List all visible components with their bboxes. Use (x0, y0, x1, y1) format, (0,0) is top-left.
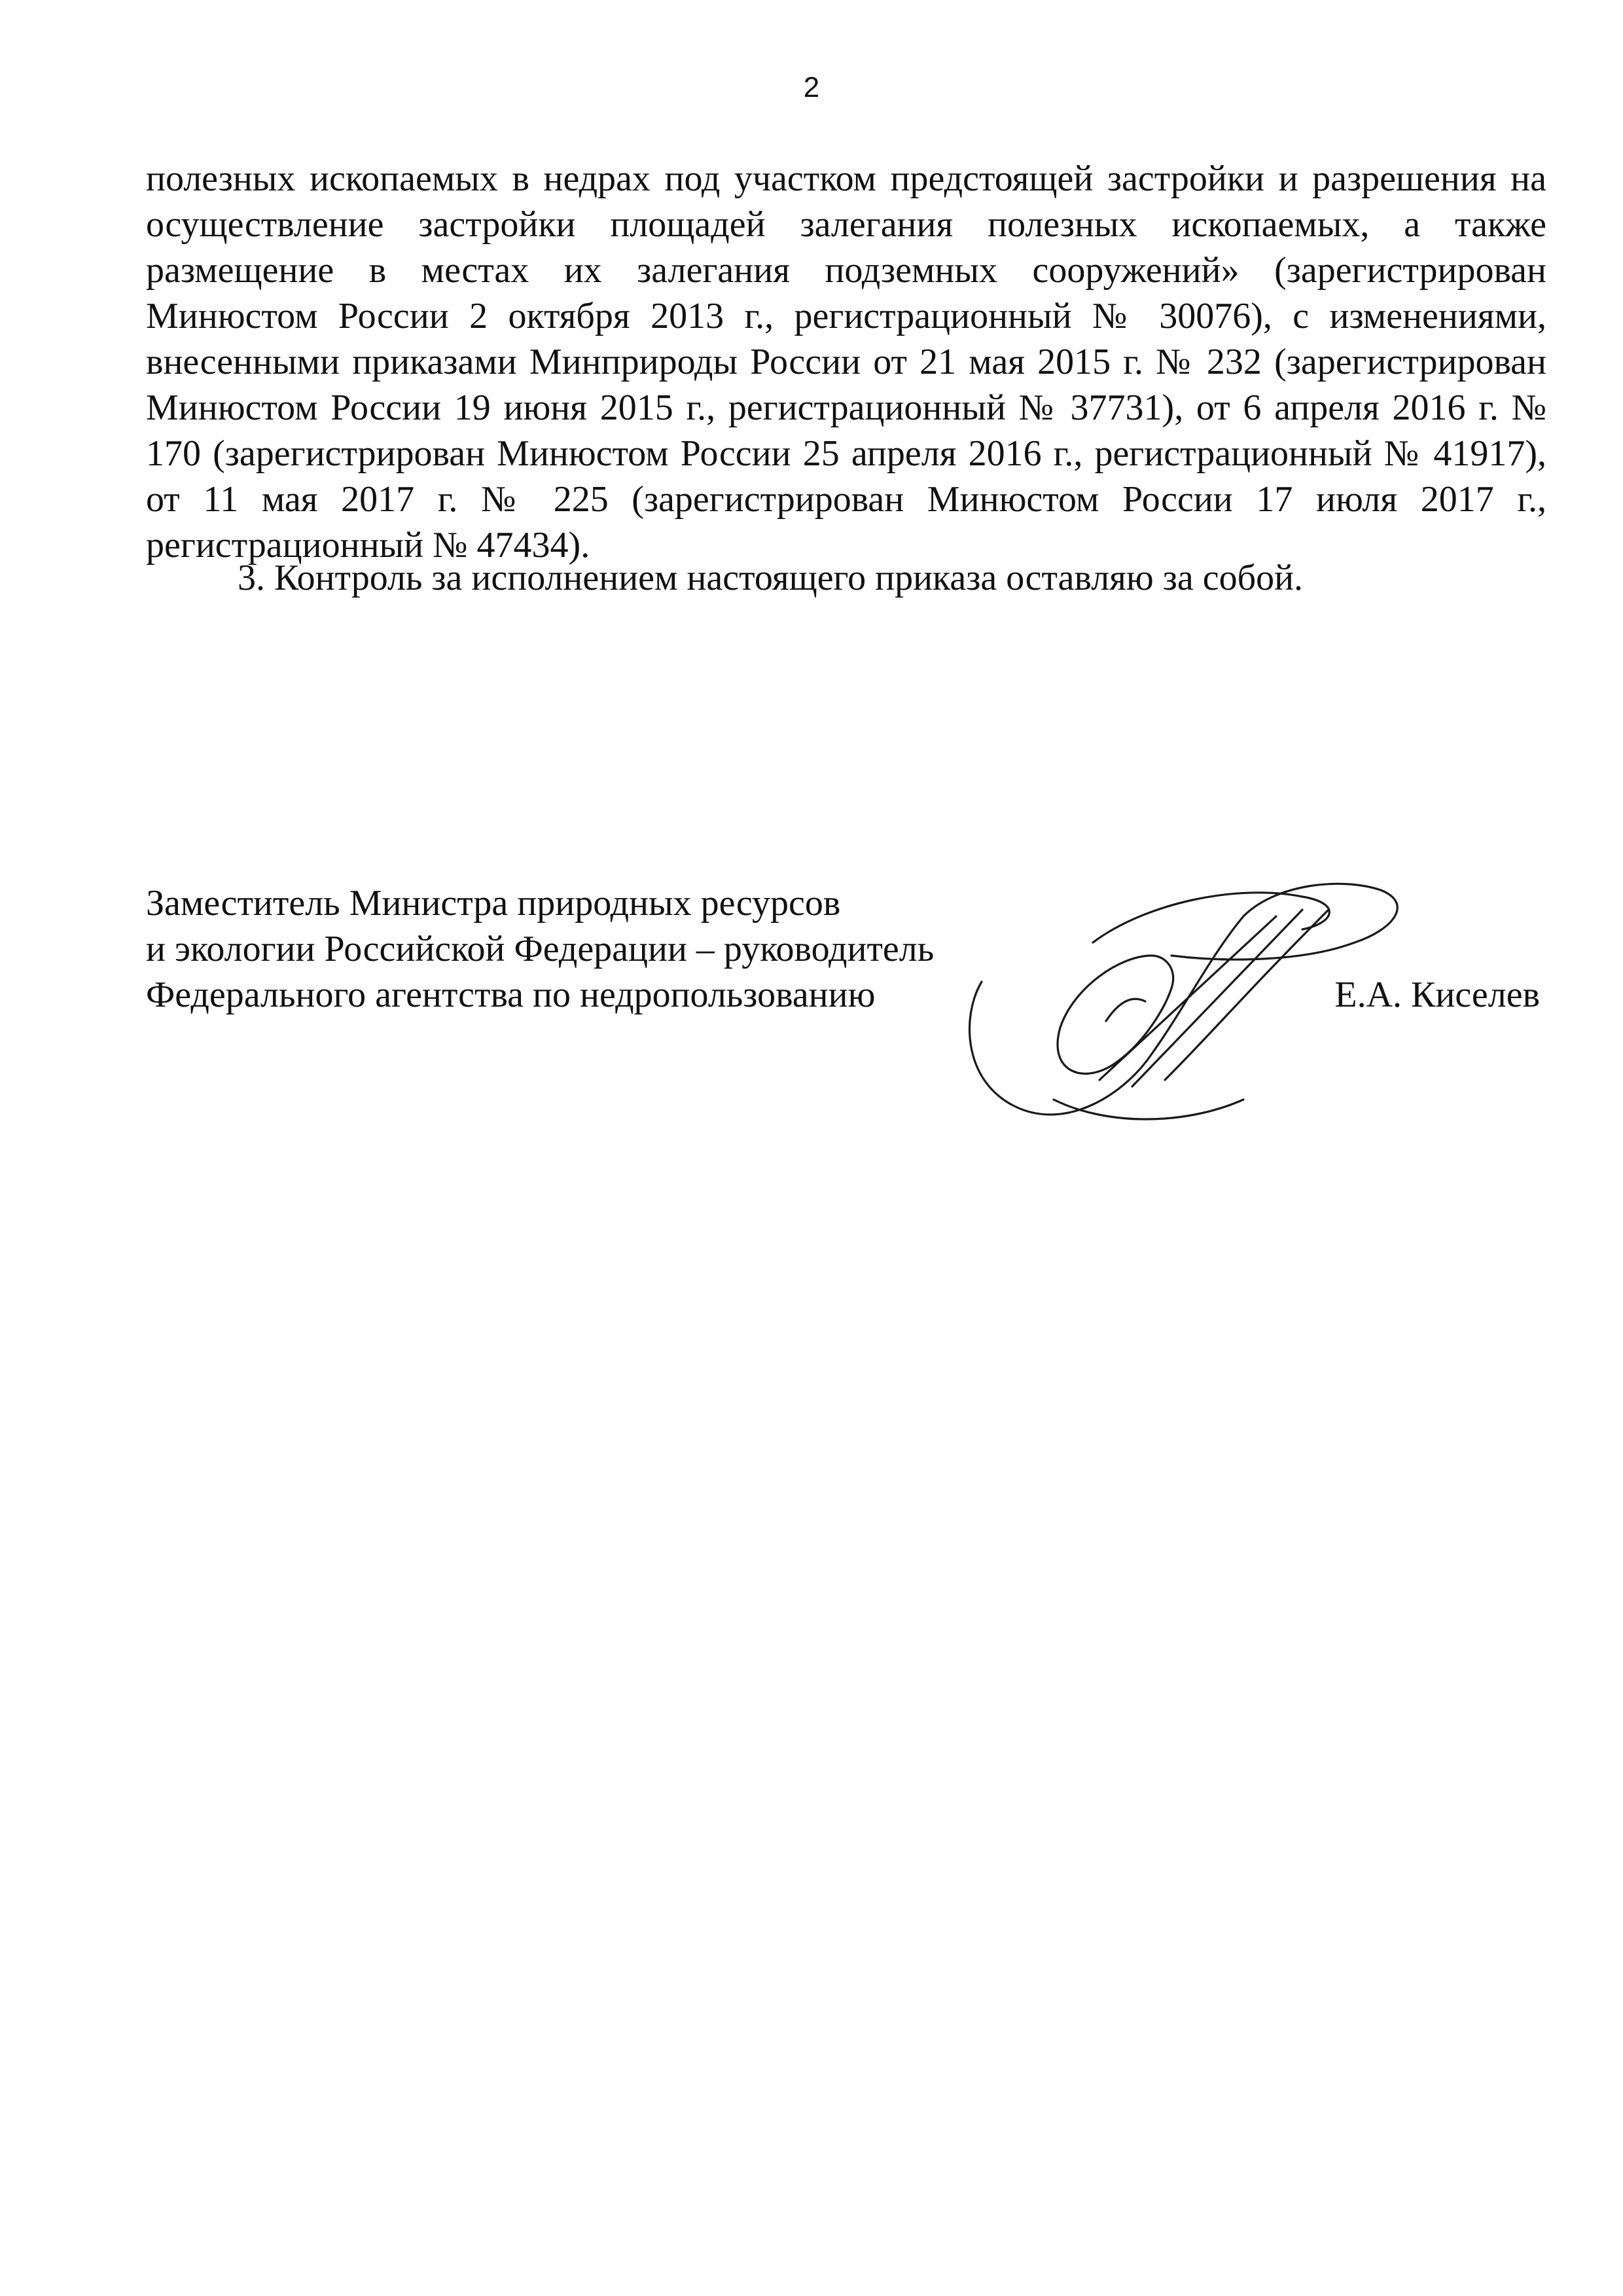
position-line-1: Заместитель Министра природных ресурсов (146, 883, 841, 924)
continuation-paragraph: полезных ископаемых в недрах под участком предстоящей застройки и разрешения на осуществление застройки площадей залегания полезных ископаемых, а также размещение в местах их залегания подземных сооружений» (зарегистрирован Минюстом России 2 октября 2013 г., регистрационный № 30076), с изменениями, внесенными приказами Минприроды России от 21 мая 2015 г. № 232 (зарегистрирован Минюстом России 19 июня 2015 г., регистрационный № 37731), от 6 апреля 2016 г. № 170 (зарегистрирован Минюстом России 25 апреля 2016 г., регистрационный № 41917), от 11 мая 2017 г. № 225 (зарегистрирован Минюстом России 17 июля 2017 г., регистрационный № 47434). (146, 158, 1546, 565)
signer-name: Е.А. Киселев (1334, 975, 1540, 1015)
signatory-position (146, 880, 997, 1018)
position-line-2: и экологии Российской Федерации – руководитель (146, 929, 935, 969)
item-3-paragraph: 3. Контроль за исполнением настоящего приказа оставляю за собой. (238, 558, 1304, 598)
page-number: 2 (803, 71, 820, 103)
position-line-3: Федерального агентства по недропользованию (146, 975, 876, 1015)
